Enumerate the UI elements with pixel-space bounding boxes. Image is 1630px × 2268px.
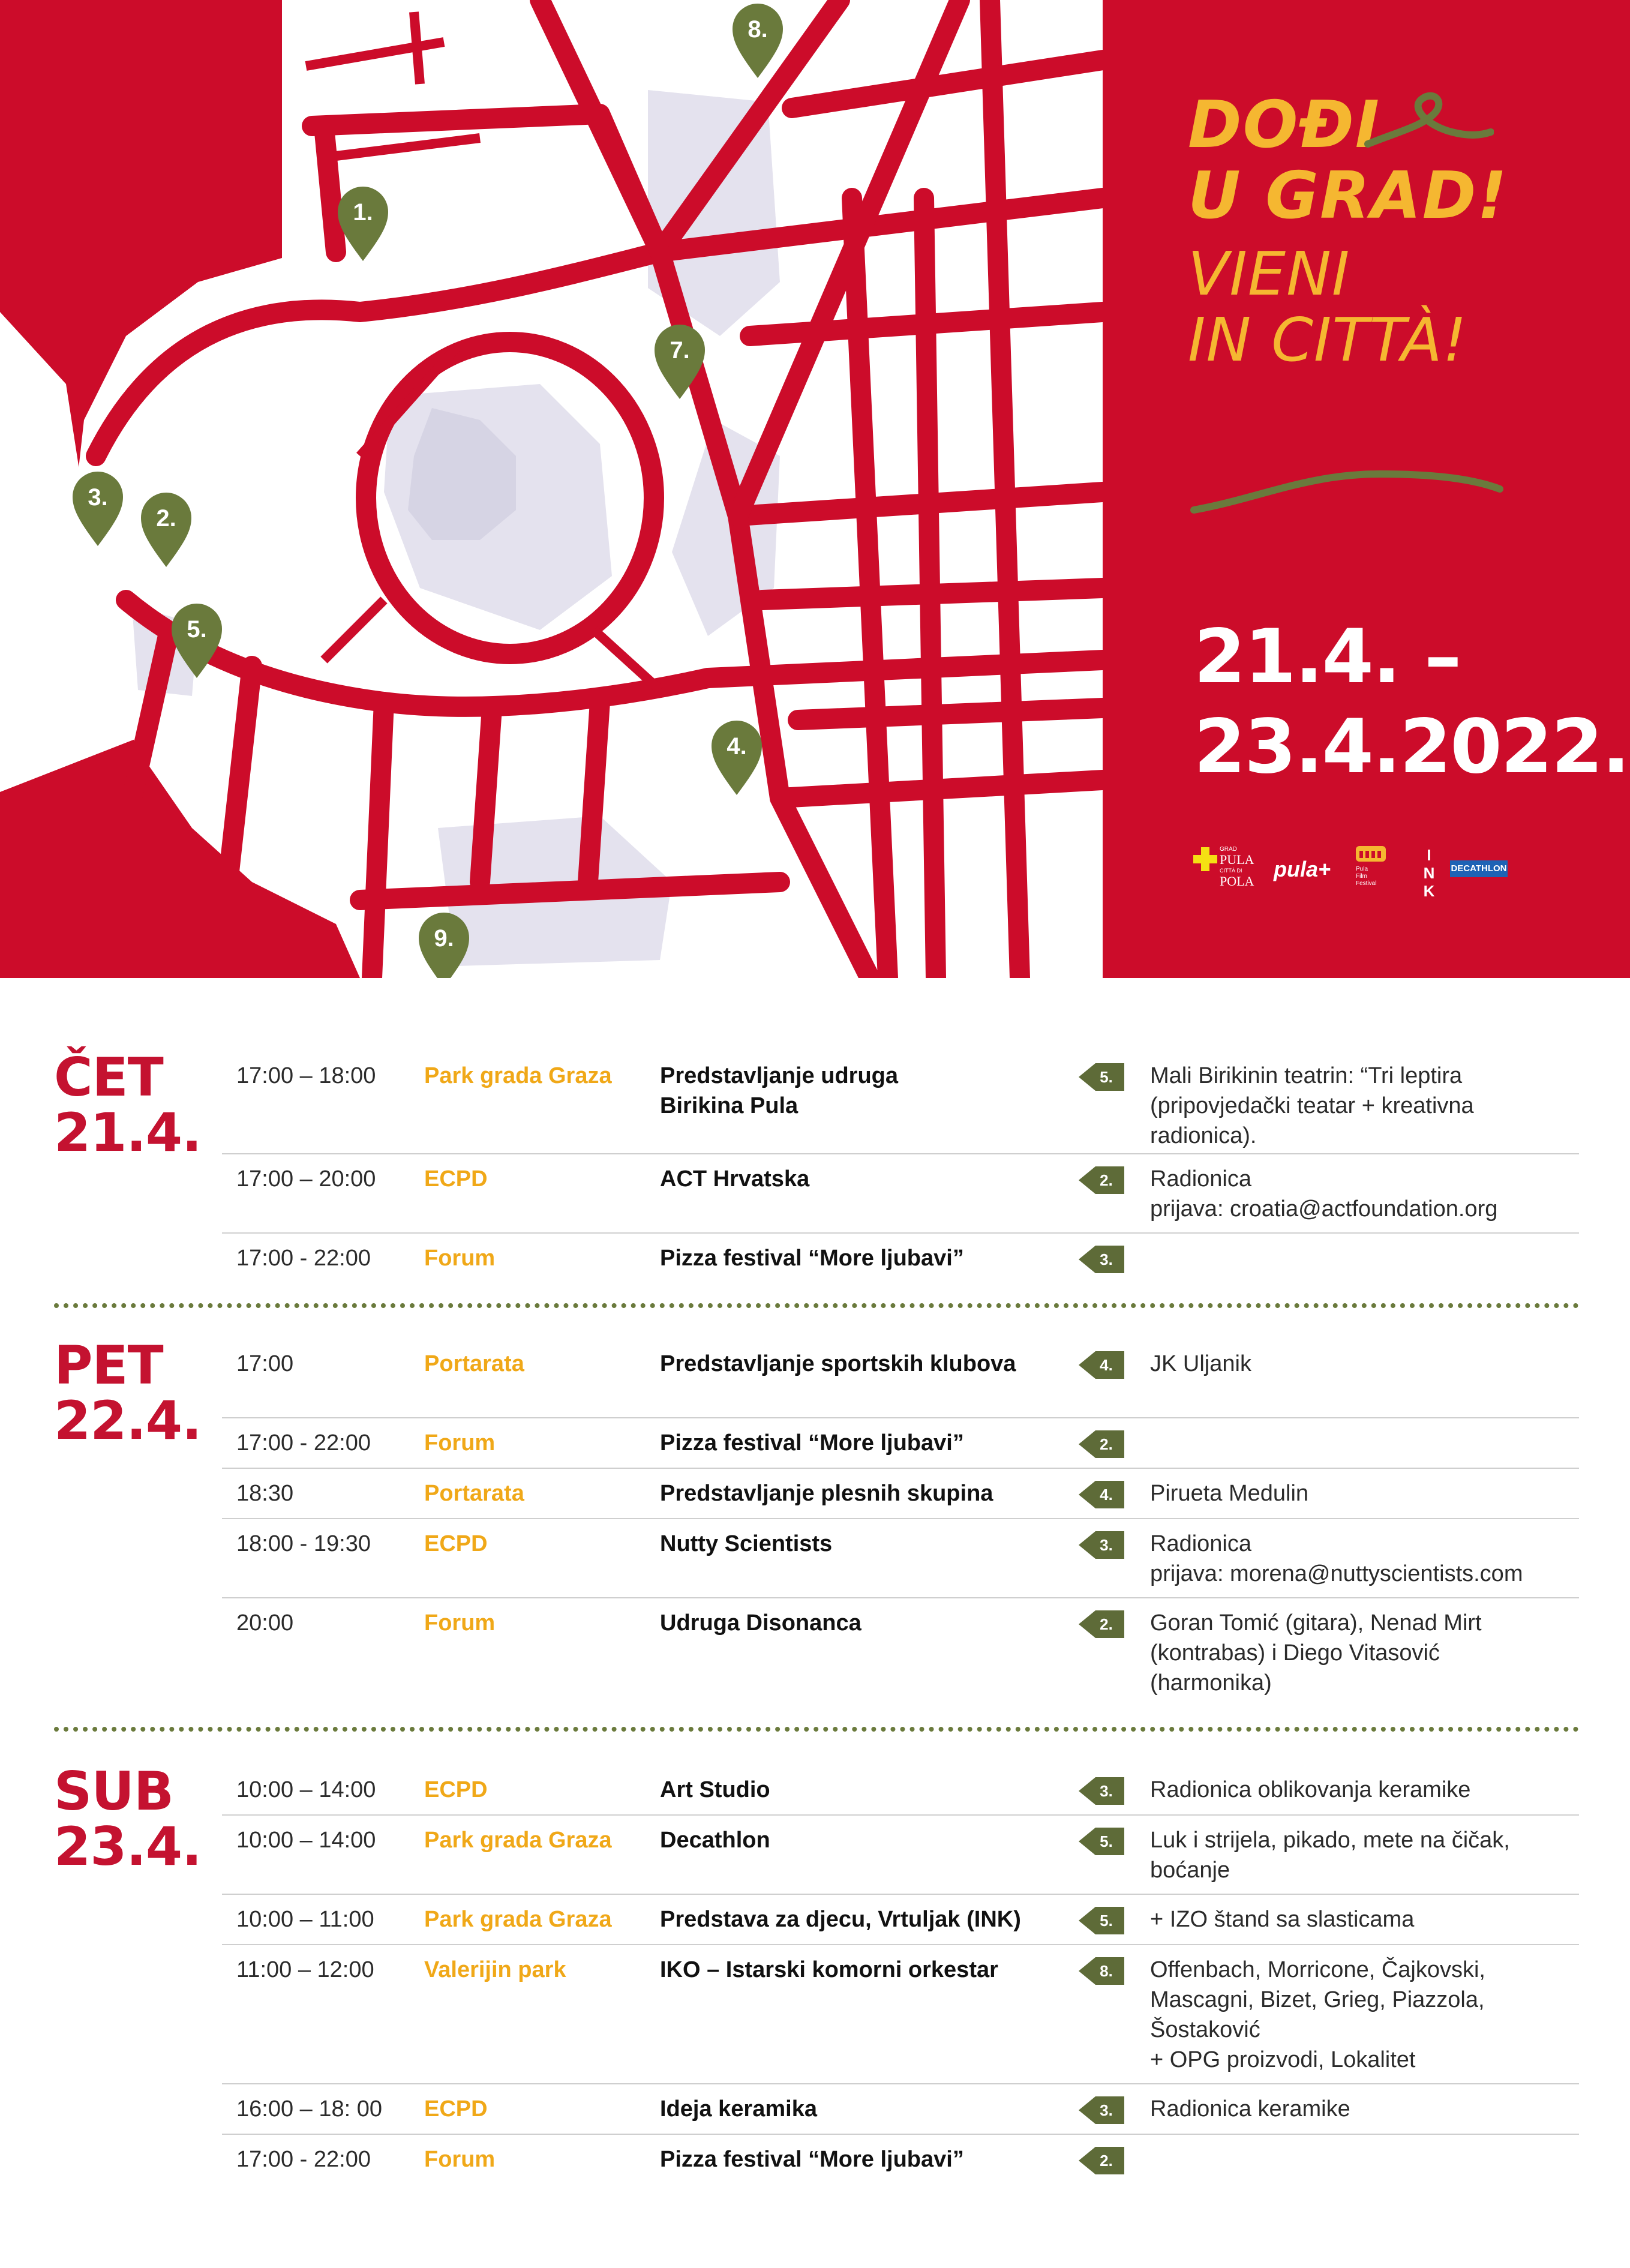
location-pin-icon <box>1079 1430 1124 1458</box>
event-time: 18:30 <box>236 1481 294 1506</box>
logo-pola-text: POLA <box>1220 874 1254 889</box>
date-end: 23.4.2022. <box>1194 704 1629 790</box>
pin-label: 4. <box>1100 1486 1113 1504</box>
pin-label: 3. <box>1100 1536 1113 1554</box>
day-name: PET <box>54 1334 163 1396</box>
event-place: Forum <box>424 1430 496 1456</box>
logo-pula-text: PULA <box>1220 852 1254 867</box>
pin-7-label: 7. <box>670 337 690 364</box>
pin-2-label: 2. <box>156 505 176 532</box>
pin-1-label: 1. <box>353 199 373 226</box>
event-time: 18:00 - 19:30 <box>236 1531 371 1556</box>
event-time: 17:00 - 22:00 <box>236 1246 371 1271</box>
event-note: + IZO štand sa slasticama <box>1150 1907 1415 1932</box>
pin-9-label: 9. <box>434 925 454 952</box>
pin-label: 3. <box>1100 1250 1113 1268</box>
event-time: 17:00 - 22:00 <box>236 1430 371 1456</box>
location-pin-icon <box>1079 1777 1124 1805</box>
pin-label: 2. <box>1100 1435 1113 1453</box>
logo-grad-text: GRAD <box>1220 846 1237 853</box>
pin-label: 2. <box>1100 2152 1113 2170</box>
schedule-row <box>222 1232 1579 1286</box>
event-title: Nutty Scientists <box>660 1531 833 1556</box>
day-date: 21.4. <box>54 1102 202 1163</box>
event-place: Portarata <box>424 1481 524 1506</box>
event-title: Pizza festival “More ljubavi” <box>660 1246 964 1271</box>
pin-5-label: 5. <box>187 616 207 643</box>
event-note: Pirueta Medulin <box>1150 1481 1309 1506</box>
event-title: Predstavljanje sportskih klubova <box>660 1351 1016 1376</box>
event-title: Art Studio <box>660 1777 770 1802</box>
event-time: 17:00 <box>236 1351 294 1376</box>
event-note: JK Uljanik <box>1150 1351 1251 1376</box>
day-name: ČET <box>54 1046 163 1108</box>
schedule-row <box>222 1050 1579 1154</box>
slogan-hr-line-1: DOĐI <box>1188 88 1380 163</box>
schedule-row <box>222 1518 1579 1598</box>
day-saturday <box>0 1760 1630 2244</box>
date-start: 21.4. – <box>1194 614 1461 700</box>
schedule-row <box>222 2134 1579 2184</box>
sponsor-logos <box>1191 846 1527 900</box>
event-title: Predstavljanje udruga Birikina Pula <box>660 1063 899 1118</box>
event-place: Forum <box>424 1246 496 1271</box>
city-map-drawing <box>0 0 1103 978</box>
pin-label: 3. <box>1100 2101 1113 2119</box>
pff-line-1: Pula <box>1356 866 1368 872</box>
pin-label: 5. <box>1100 1832 1113 1850</box>
day-thursday <box>0 1046 1630 1302</box>
event-note: Radionica prijava: croatia@actfoundation.org <box>1150 1166 1498 1222</box>
pff-line-3: Festival <box>1356 880 1377 887</box>
schedule-row <box>222 1894 1579 1945</box>
location-pin-icon <box>1079 1907 1124 1934</box>
event-title: Predstava za djecu, Vrtuljak (INK) <box>660 1907 1021 1932</box>
event-dates <box>1194 612 1629 792</box>
slogan-it-line-2: IN CITTÀ! <box>1188 305 1467 375</box>
event-time: 10:00 – 14:00 <box>236 1777 376 1802</box>
day-label <box>54 1334 202 1451</box>
event-note: Radionica oblikovanja keramike <box>1150 1777 1471 1802</box>
event-title: Pizza festival “More ljubavi” <box>660 2147 964 2172</box>
event-note: Mali Birikinin teatrin: “Tri leptira (pripovjedački teatar + kreativna radionica). <box>1150 1063 1474 1148</box>
event-place: Forum <box>424 2147 496 2172</box>
location-pin-icon <box>1079 1610 1124 1638</box>
event-place: ECPD <box>424 1531 488 1556</box>
event-time: 20:00 <box>236 1610 294 1636</box>
location-pin-icon <box>1079 1828 1124 1855</box>
logo-pula-plus <box>1274 857 1331 882</box>
header-panel <box>0 0 1630 978</box>
city-map <box>0 0 1103 978</box>
day-separator <box>54 1727 1579 1732</box>
pin-8-label: 8. <box>748 16 768 43</box>
location-pin-icon <box>1079 2147 1124 2174</box>
location-pin-icon <box>1079 1063 1124 1091</box>
event-place: Valerijin park <box>424 1957 566 1982</box>
pin-label: 5. <box>1100 1912 1113 1930</box>
event-title: ACT Hrvatska <box>660 1166 810 1192</box>
event-note: Goran Tomić (gitara), Nenad Mirt (kontrabas) i Diego Vitasović (harmonika) <box>1150 1610 1482 1696</box>
schedule-row <box>222 1597 1579 1711</box>
pin-3-label: 3. <box>88 484 108 511</box>
event-title: Pizza festival “More ljubavi” <box>660 1430 964 1456</box>
event-time: 17:00 – 18:00 <box>236 1063 376 1088</box>
grad-cross-icon <box>1193 847 1217 871</box>
location-pin-icon <box>1079 1481 1124 1508</box>
day-name: SUB <box>54 1760 173 1822</box>
day-date: 22.4. <box>54 1390 202 1451</box>
logo-ink-text: INK <box>1420 846 1438 900</box>
day-label <box>54 1046 202 1163</box>
pin-label: 5. <box>1100 1068 1113 1086</box>
event-time: 16:00 – 18: 00 <box>236 2096 382 2122</box>
schedule-row <box>222 1468 1579 1519</box>
event-place: Forum <box>424 1610 496 1636</box>
day-label <box>54 1760 202 1877</box>
event-title: Udruga Disonanca <box>660 1610 861 1636</box>
event-time: 17:00 – 20:00 <box>236 1166 376 1192</box>
event-title: Predstavljanje plesnih skupina <box>660 1481 993 1506</box>
day-separator <box>54 1303 1579 1308</box>
pin-label: 2. <box>1100 1171 1113 1189</box>
event-place: ECPD <box>424 1777 488 1802</box>
schedule-row <box>222 1764 1579 1816</box>
event-place: Park grada Graza <box>424 1063 612 1088</box>
location-pin-icon <box>1079 2096 1124 2124</box>
event-time: 17:00 - 22:00 <box>236 2147 371 2172</box>
pin-4-label: 4. <box>727 733 747 760</box>
event-place: ECPD <box>424 1166 488 1192</box>
arena-icon <box>1356 846 1386 862</box>
schedule-row <box>222 1417 1579 1469</box>
schedule-row <box>222 1944 1579 2084</box>
schedule-row <box>222 1153 1579 1234</box>
swash-bottom-icon <box>1188 456 1506 522</box>
logo-ink <box>1413 846 1437 900</box>
pin-label: 3. <box>1100 1782 1113 1800</box>
swash-top-icon <box>1362 90 1494 162</box>
event-place: ECPD <box>424 2096 488 2122</box>
location-pin-icon <box>1079 1246 1124 1273</box>
schedule-row <box>222 1338 1579 1418</box>
schedule-row <box>222 1814 1579 1895</box>
logo-grad-pula <box>1191 846 1257 894</box>
event-title: Decathlon <box>660 1828 770 1853</box>
slogan-it-line-1: VIENI <box>1188 239 1350 309</box>
schedule-row <box>222 2083 1579 2135</box>
event-place: Park grada Graza <box>424 1907 612 1932</box>
pin-label: 8. <box>1100 1962 1113 1980</box>
location-pin-icon <box>1079 1531 1124 1559</box>
location-pin-icon <box>1079 1166 1124 1194</box>
pin-label: 2. <box>1100 1615 1113 1633</box>
location-pin-icon <box>1079 1351 1124 1379</box>
event-place: Park grada Graza <box>424 1828 612 1853</box>
event-title: IKO – Istarski komorni orkestar <box>660 1957 998 1982</box>
event-place: Portarata <box>424 1351 524 1376</box>
event-time: 10:00 – 11:00 <box>236 1907 374 1932</box>
event-note: Luk i strijela, pikado, mete na čičak, boćanje <box>1150 1828 1510 1883</box>
day-date: 23.4. <box>54 1816 202 1877</box>
logo-decathlon: DECATHLON <box>1450 860 1508 877</box>
event-note: Radionica keramike <box>1150 2096 1350 2122</box>
pff-line-2: Film <box>1356 873 1367 880</box>
location-pin-icon <box>1079 1957 1124 1985</box>
logo-pula-plus-text: pula+ <box>1274 857 1331 881</box>
event-title: Ideja keramika <box>660 2096 817 2122</box>
slogan-hr-line-2: U GRAD! <box>1188 158 1508 233</box>
event-time: 11:00 – 12:00 <box>236 1957 374 1982</box>
pin-label: 4. <box>1100 1356 1113 1374</box>
event-note: Radionica prijava: morena@nuttyscientists.com <box>1150 1531 1523 1586</box>
event-time: 10:00 – 14:00 <box>236 1828 376 1853</box>
day-friday <box>0 1334 1630 1722</box>
logo-pula-film-festival <box>1356 846 1392 894</box>
logo-citta-text: CITTÀ DI <box>1220 868 1242 874</box>
event-note: Offenbach, Morricone, Čajkovski, Mascagni, Bizet, Grieg, Piazzola, Šostaković + OPG proizvodi, Lokalitet <box>1150 1957 1485 2072</box>
